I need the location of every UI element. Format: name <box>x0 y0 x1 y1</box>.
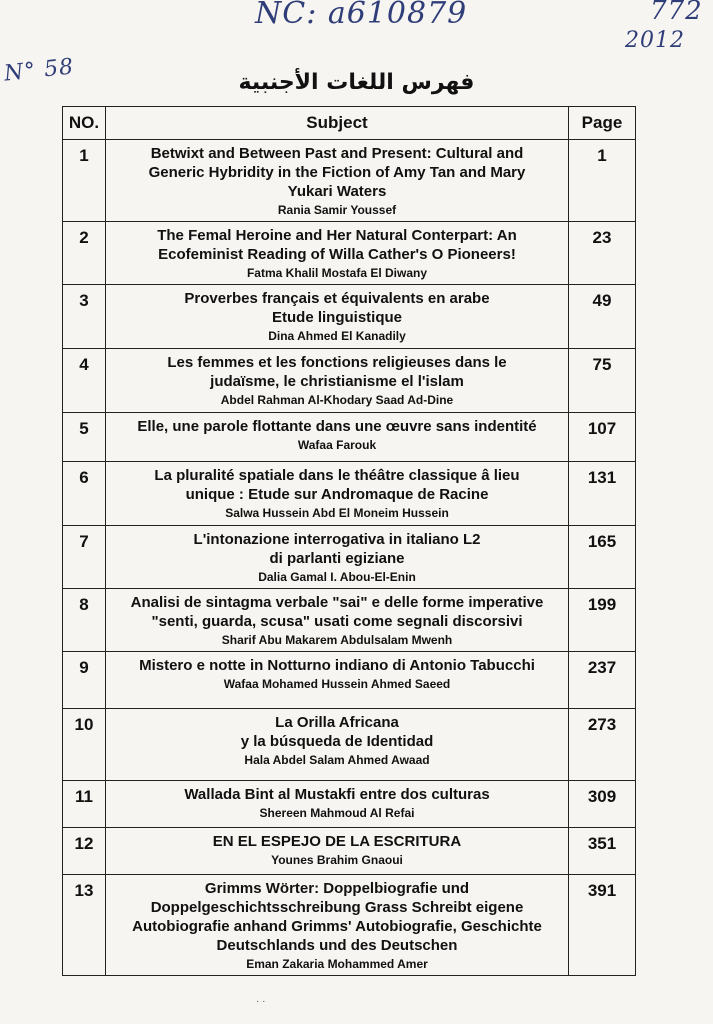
entry-title-line: Elle, une parole flottante dans une œuvre sans indentité <box>137 418 537 435</box>
table-row <box>63 875 636 976</box>
entry-number: 13 <box>63 875 106 976</box>
entry-page: 75 <box>569 349 636 413</box>
entry-page: 23 <box>569 222 636 285</box>
entry-title-line: "senti, guarda, scusa" usati come segnali discorsivi <box>151 613 523 630</box>
entry-author: Younes Brahim Gnaoui <box>271 853 403 867</box>
entry-page: 391 <box>569 875 636 976</box>
entry-subject <box>106 781 569 828</box>
entry-title-line: Grimms Wörter: Doppelbiografie und <box>204 880 470 897</box>
page-title: فهرس اللغات الأجنبية <box>238 70 475 95</box>
entry-page: 199 <box>569 589 636 652</box>
entry-page: 309 <box>569 781 636 828</box>
table-row <box>63 462 636 526</box>
entry-number: 3 <box>63 285 106 349</box>
entry-page: 165 <box>569 526 636 589</box>
entry-title-line: Generic Hybridity in the Fiction of Amy Tan and Mary <box>148 164 526 181</box>
entry-number: 5 <box>63 413 106 462</box>
entry-page: 237 <box>569 652 636 709</box>
entry-number: 9 <box>63 652 106 709</box>
entry-page: 49 <box>569 285 636 349</box>
entry-author: Rania Samir Youssef <box>277 203 397 217</box>
header-subject: Subject <box>106 107 569 140</box>
handwritten-note-right-2: 2012 <box>625 28 685 53</box>
page-speck: · · <box>256 996 266 1007</box>
entry-page: 131 <box>569 462 636 526</box>
entry-number: 10 <box>63 709 106 781</box>
table-row <box>63 828 636 875</box>
entry-author: Dalia Gamal I. Abou-El-Enin <box>258 570 416 584</box>
entry-title-line: Proverbes français et équivalents en arabe <box>184 290 490 307</box>
header-page: Page <box>569 107 636 140</box>
entry-author: Dina Ahmed El Kanadily <box>268 329 406 343</box>
table-row <box>63 285 636 349</box>
entry-title-line: La Orilla Africana <box>275 714 399 731</box>
table-row <box>63 652 636 709</box>
entry-subject <box>106 285 569 349</box>
entry-page: 107 <box>569 413 636 462</box>
entry-subject <box>106 589 569 652</box>
entry-page: 351 <box>569 828 636 875</box>
entry-author: Fatma Khalil Mostafa El Diwany <box>246 266 428 280</box>
entry-title-line: The Femal Heroine and Her Natural Conterpart: An <box>157 227 517 244</box>
entry-author: Eman Zakaria Mohammed Amer <box>246 957 428 971</box>
entry-author: Abdel Rahman Al-Khodary Saad Ad-Dine <box>220 393 454 407</box>
table-row <box>63 222 636 285</box>
handwritten-catalog-number: NC: a610879 <box>255 0 468 31</box>
entry-title-line: Wallada Bint al Mustakfi entre dos culturas <box>184 786 490 803</box>
contents-body <box>63 140 636 976</box>
entry-page: 273 <box>569 709 636 781</box>
entry-title-line: Les femmes et les fonctions religieuses dans le <box>167 354 507 371</box>
table-row <box>63 709 636 781</box>
entry-subject <box>106 652 569 709</box>
entry-title-line: Ecofeminist Reading of Willa Cather's O Pioneers! <box>158 246 516 263</box>
table-row <box>63 589 636 652</box>
handwritten-note-right-1: 772 <box>650 0 703 26</box>
entry-title-line: y la búsqueda de Identidad <box>240 733 434 750</box>
entry-title-line: Analisi de sintagma verbale "sai" e delle forme imperative <box>130 594 544 611</box>
table-row <box>63 140 636 222</box>
entry-number: 2 <box>63 222 106 285</box>
entry-number: 11 <box>63 781 106 828</box>
entry-title-line: judaïsme, le christianisme el l'islam <box>210 373 464 390</box>
entry-subject <box>106 349 569 413</box>
entry-number: 4 <box>63 349 106 413</box>
table-row <box>63 781 636 828</box>
entry-subject <box>106 413 569 462</box>
entry-title-line: Etude linguistique <box>272 309 402 326</box>
entry-number: 8 <box>63 589 106 652</box>
entry-subject <box>106 875 569 976</box>
entry-title-line: La pluralité spatiale dans le théâtre classique â lieu <box>154 467 520 484</box>
entry-title-line: Autobiografie anhand Grimms' Autobiografie, Geschichte <box>132 918 542 935</box>
entry-number: 1 <box>63 140 106 222</box>
entry-number: 6 <box>63 462 106 526</box>
handwritten-note-left: N° 58 <box>2 54 76 87</box>
entry-subject <box>106 828 569 875</box>
contents-table <box>62 106 636 976</box>
entry-author: Sharif Abu Makarem Abdulsalam Mwenh <box>221 633 453 647</box>
entry-title-line: Betwixt and Between Past and Present: Cultural and <box>150 145 524 162</box>
table-row <box>63 526 636 589</box>
entry-title-line: Deutschlands und des Deutschen <box>216 937 458 954</box>
entry-subject <box>106 140 569 222</box>
header-no: NO. <box>63 107 106 140</box>
entry-page: 1 <box>569 140 636 222</box>
table-row <box>63 413 636 462</box>
entry-subject <box>106 526 569 589</box>
entry-author: Salwa Hussein Abd El Moneim Hussein <box>225 506 449 520</box>
entry-title-line: unique : Etude sur Andromaque de Racine <box>185 486 489 503</box>
entry-subject <box>106 709 569 781</box>
entry-title-line: Yukari Waters <box>287 183 387 200</box>
entry-title-line: di parlanti egiziane <box>269 550 405 567</box>
entry-title-line: L'intonazione interrogativa in italiano L2 <box>193 531 481 548</box>
header-row <box>63 107 636 140</box>
entry-title-line: EN EL ESPEJO DE LA ESCRITURA <box>212 833 462 850</box>
entry-author: Wafaa Mohamed Hussein Ahmed Saeed <box>223 677 451 691</box>
entry-author: Hala Abdel Salam Ahmed Awaad <box>244 753 430 767</box>
entry-number: 12 <box>63 828 106 875</box>
entry-title-line: Mistero e notte in Notturno indiano di Antonio Tabucchi <box>139 657 535 674</box>
entry-subject <box>106 222 569 285</box>
table-row <box>63 349 636 413</box>
entry-author: Shereen Mahmoud Al Refai <box>259 806 415 820</box>
entry-subject <box>106 462 569 526</box>
entry-number: 7 <box>63 526 106 589</box>
entry-author: Wafaa Farouk <box>297 438 377 452</box>
entry-title-line: Doppelgeschichtsschreibung Grass Schreibt eigene <box>150 899 524 916</box>
